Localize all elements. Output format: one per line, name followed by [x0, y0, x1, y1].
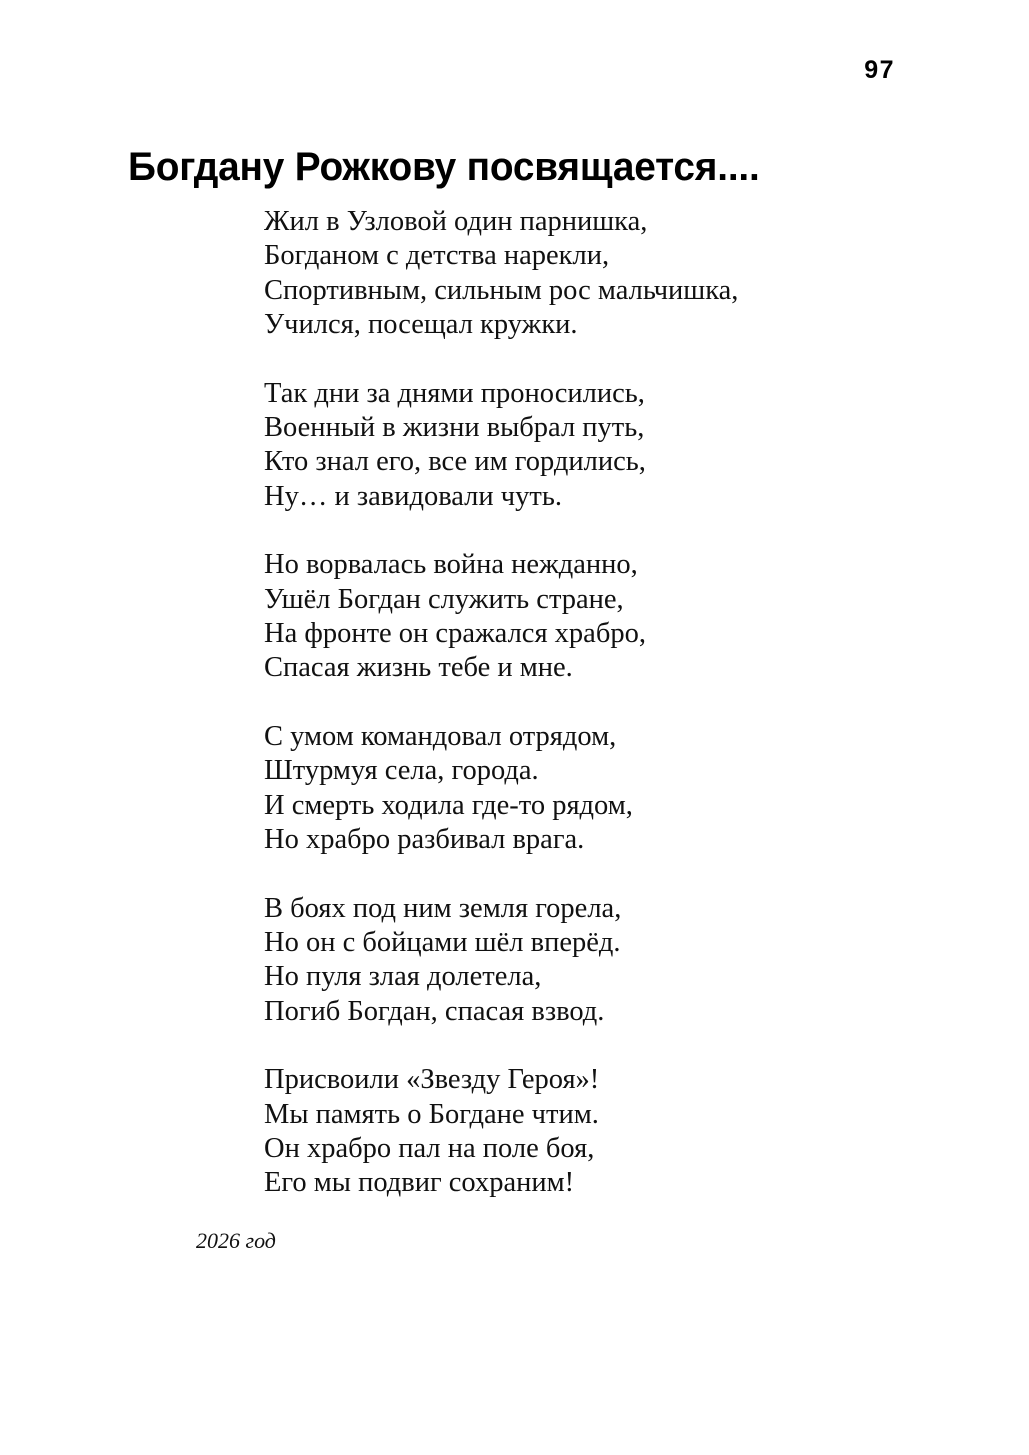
poem-line: Жил в Узловой один парнишка, [264, 206, 648, 237]
poem-stanza [264, 1063, 904, 1201]
poem-line: И смерть ходила где-то рядом, [264, 789, 633, 821]
poem-line: Погиб Богдан, спасая взвод. [264, 995, 605, 1027]
poem-stanza [264, 548, 904, 686]
page-title: Богдану Рожкову посвящается.... [128, 144, 760, 189]
poem-body [264, 205, 904, 1201]
poem-line: Присвоили «Звезду Героя»! [264, 1064, 600, 1096]
poem-stanza [264, 892, 904, 1030]
poem-line: Спасая жизнь тебе и мне. [264, 652, 573, 684]
poem-line: На фронте он сражался храбро, [264, 618, 646, 650]
poem-stanza [264, 720, 904, 858]
poem-line: Военный в жизни выбрал путь, [264, 412, 645, 444]
poem-year: 2026 год [196, 1228, 276, 1253]
poem-stanza [264, 205, 904, 343]
poem-line: Так дни за днями проносились, [264, 377, 645, 409]
poem-line: Он храбро пал на поле боя, [264, 1132, 595, 1164]
poem-line: Но он с бойцами шёл вперёд. [264, 926, 621, 958]
poem-line: Ну… и завидовали чуть. [264, 480, 562, 512]
page-number: 97 [864, 56, 895, 84]
poem-line: Но ворвалась война нежданно, [264, 549, 638, 581]
poem-line: В боях под ним земля горела, [264, 892, 622, 924]
poem-line: Но пуля злая долетела, [264, 961, 542, 993]
poem-line: Спортивным, сильным рос мальчишка, [264, 274, 739, 306]
poem-line: Штурмуя села, города. [264, 755, 539, 787]
poem-line: Мы память о Богдане чтим. [264, 1098, 599, 1130]
poem-line: С умом командовал отрядом, [264, 720, 617, 752]
poem-line: Но храбро разбивал врага. [264, 824, 585, 856]
poem-line: Учился, посещал кружки. [264, 309, 578, 341]
poem-line: Кто знал его, все им гордились, [264, 446, 646, 478]
poem-line: Богданом с детства нарекли, [264, 240, 610, 272]
poem-line: Ушёл Богдан служить стране, [264, 583, 624, 615]
poem-line: Его мы подвиг сохраним! [264, 1167, 575, 1199]
poem-stanza [264, 377, 904, 515]
